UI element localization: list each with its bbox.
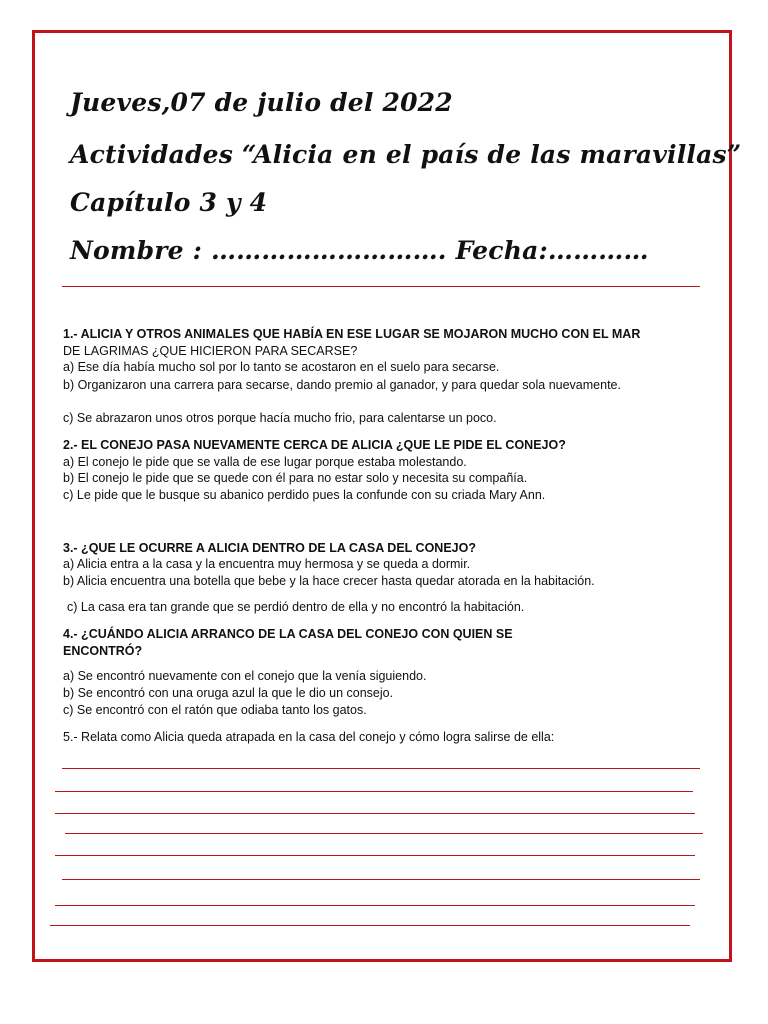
question-4-title — [63, 626, 593, 659]
question-3-title-bold: 3.- ¿QUE LE OCURRE A ALICIA DENTRO DE LA CASA DEL CONEJO? — [63, 541, 476, 555]
question-2-option-a: a) El conejo le pide que se valla de ese lugar porque estaba molestando. — [63, 455, 467, 469]
question-3-option-a: a) Alicia entra a la casa y la encuentra muy hermosa y se queda a dormir. — [63, 557, 471, 571]
question-2-title — [63, 437, 703, 454]
question-2-option-b: b) El conejo le pide que se quede con él para no estar solo y necesita su compañía. — [63, 471, 528, 485]
answer-line — [55, 855, 695, 856]
question-3-title — [63, 540, 703, 557]
date-line: Jueves,07 de julio del 2022 — [70, 88, 453, 117]
answer-line — [55, 813, 695, 814]
answer-line — [50, 925, 690, 926]
answer-line — [55, 905, 695, 906]
question-3-option-b: b) Alicia encuentra una botella que bebe y la hace crecer hasta quedar atorada en la habitación. — [63, 574, 595, 588]
name-date-line: Nombre : ………………………. Fecha:………… — [70, 236, 649, 265]
question-3-option-c: c) La casa era tan grande que se perdió dentro de ella y no encontró la habitación. — [67, 600, 525, 614]
answer-line — [62, 879, 700, 880]
question-2-option-c: c) Le pide que le busque su abanico perdido pues la confunde con su criada Mary Ann. — [63, 488, 546, 502]
question-4-option-a: a) Se encontró nuevamente con el conejo que la venía siguiendo. — [63, 669, 427, 683]
question-2-title-bold: 2.- EL CONEJO PASA NUEVAMENTE CERCA DE ALICIA ¿QUE LE PIDE EL CONEJO? — [63, 438, 566, 452]
question-1-title — [63, 326, 653, 359]
question-1-title-bold: 1.- ALICIA Y OTROS ANIMALES QUE HABÍA EN ESE LUGAR SE MOJARON MUCHO CON EL MAR — [63, 327, 641, 341]
answer-line — [55, 791, 693, 792]
header-divider — [62, 286, 700, 287]
question-4-option-c: c) Se encontró con el ratón que odiaba tanto los gatos. — [63, 703, 367, 717]
question-1-option-b: b) Organizaron una carrera para secarse, dando premio al ganador, y para quedar sola nuevamente. — [63, 378, 621, 392]
question-1-title-rest: DE LAGRIMAS ¿QUE HICIERON PARA SECARSE? — [63, 343, 358, 358]
activity-title: Actividades “Alicia en el país de las maravillas” — [70, 140, 742, 169]
chapter-line: Capítulo 3 y 4 — [70, 188, 268, 217]
answer-line — [65, 833, 703, 834]
question-1-option-c: c) Se abrazaron unos otros porque hacía mucho frio, para calentarse un poco. — [63, 411, 497, 425]
question-4-title-bold: 4.- ¿CUÁNDO ALICIA ARRANCO DE LA CASA DEL CONEJO CON QUIEN SE ENCONTRÓ? — [63, 627, 513, 658]
question-4-option-b: b) Se encontró con una oruga azul la que le dio un consejo. — [63, 686, 394, 700]
question-5-prompt: 5.- Relata como Alicia queda atrapada en la casa del conejo y cómo logra salirse de ella: — [63, 730, 555, 744]
answer-line — [62, 768, 700, 769]
question-1-option-a: a) Ese día había mucho sol por lo tanto se acostaron en el suelo para secarse. — [63, 360, 500, 374]
